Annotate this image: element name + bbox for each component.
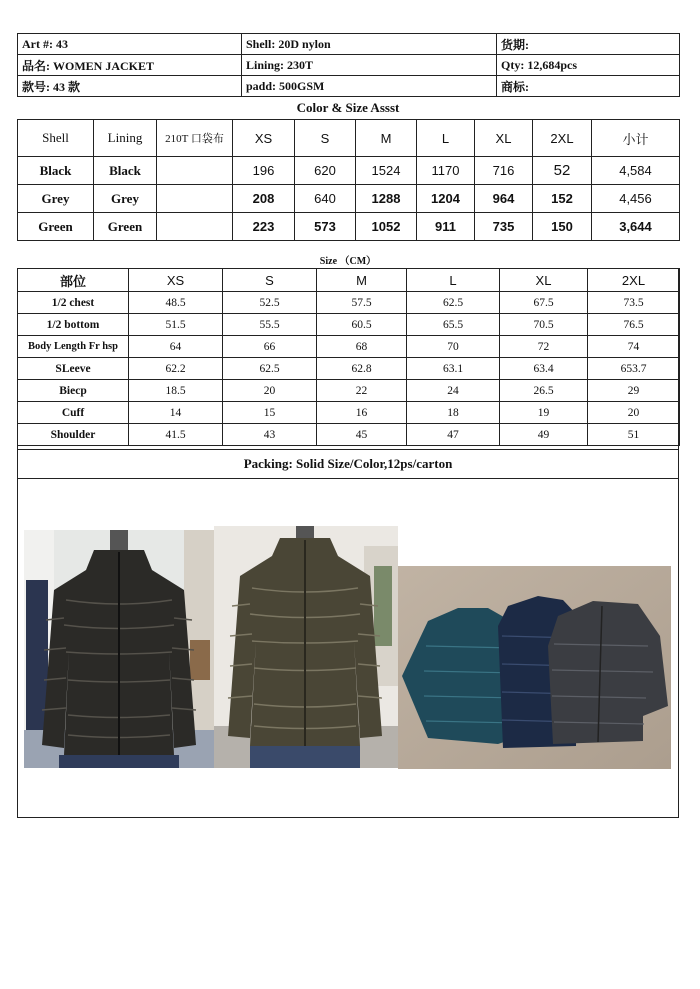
photo-three-jackets [398, 566, 671, 769]
style-number: 款号: 43 款 [18, 76, 242, 97]
column-header: 部位 [18, 269, 129, 292]
table-cell: 18.5 [129, 380, 223, 402]
table-cell: 51.5 [129, 314, 223, 336]
lining-fabric: Lining: 230T [242, 55, 497, 76]
table-cell: Black [18, 157, 94, 185]
three-jackets-illustration [398, 566, 671, 769]
photo-black-jacket [24, 530, 214, 768]
header-row [18, 34, 680, 55]
table-cell: 60.5 [317, 314, 407, 336]
table-cell: Green [18, 213, 94, 241]
measure-name: Biecp [18, 380, 129, 402]
size-spec-table [17, 268, 680, 446]
quantity: Qty: 12,684pcs [497, 55, 680, 76]
table-cell: Grey [94, 185, 157, 213]
table-cell: 51 [588, 424, 680, 446]
table-cell: 70 [407, 336, 500, 358]
column-header: XL [500, 269, 588, 292]
table-cell: 49 [500, 424, 588, 446]
measure-name: Cuff [18, 402, 129, 424]
table-cell: 62.5 [223, 358, 317, 380]
table-cell [157, 213, 233, 241]
table-cell: 70.5 [500, 314, 588, 336]
table-cell: 43 [223, 424, 317, 446]
table-cell: 964 [475, 185, 533, 213]
size-unit-label: Size （CM） [319, 256, 377, 267]
table-cell: 57.5 [317, 292, 407, 314]
table-cell: 22 [317, 380, 407, 402]
table-cell: 653.7 [588, 358, 680, 380]
table-cell: 735 [475, 213, 533, 241]
table-cell: 66 [223, 336, 317, 358]
column-header: XL [475, 120, 533, 157]
color-size-header-row [18, 120, 680, 157]
color-size-title: Color & Size Assst [296, 100, 400, 115]
table-cell: 620 [295, 157, 356, 185]
color-row-black [18, 157, 680, 185]
column-header: S [223, 269, 317, 292]
table-cell [157, 185, 233, 213]
table-cell: 45 [317, 424, 407, 446]
table-cell: 716 [475, 157, 533, 185]
table-cell: 20 [588, 402, 680, 424]
table-cell: 18 [407, 402, 500, 424]
table-cell: 65.5 [407, 314, 500, 336]
table-cell: 19 [500, 402, 588, 424]
color-row-green [18, 213, 680, 241]
table-cell: 196 [233, 157, 295, 185]
table-cell: 4,456 [592, 185, 680, 213]
table-cell: 20 [223, 380, 317, 402]
table-cell: 1288 [356, 185, 417, 213]
measure-name: Body Length Fr hsp [18, 336, 129, 358]
table-cell: 26.5 [500, 380, 588, 402]
delivery-date: 货期: [497, 34, 680, 55]
measure-name: 1/2 bottom [18, 314, 129, 336]
table-cell: 63.4 [500, 358, 588, 380]
table-cell: 48.5 [129, 292, 223, 314]
packing-instructions: Packing: Solid Size/Color,12ps/carton [17, 449, 679, 479]
color-row-grey [18, 185, 680, 213]
size-row [18, 358, 680, 380]
product-name: 品名: WOMEN JACKET [18, 55, 242, 76]
table-cell: 52 [533, 157, 592, 185]
column-header: XS [233, 120, 295, 157]
color-size-table [17, 119, 680, 241]
column-header: 210T 口袋布 [157, 120, 233, 157]
table-cell: 223 [233, 213, 295, 241]
table-cell: 29 [588, 380, 680, 402]
column-header: 2XL [588, 269, 680, 292]
measure-name: SLeeve [18, 358, 129, 380]
black-jacket-illustration [24, 530, 214, 768]
table-cell: 62.2 [129, 358, 223, 380]
column-header: Lining [94, 120, 157, 157]
table-cell: 1524 [356, 157, 417, 185]
table-cell: 41.5 [129, 424, 223, 446]
table-cell: 64 [129, 336, 223, 358]
size-row [18, 402, 680, 424]
column-header: L [417, 120, 475, 157]
table-cell: 72 [500, 336, 588, 358]
brand-label: 商标: [497, 76, 680, 97]
table-cell [157, 157, 233, 185]
column-header: 小计 [592, 120, 680, 157]
table-cell: 640 [295, 185, 356, 213]
table-cell: 76.5 [588, 314, 680, 336]
column-header: 2XL [533, 120, 592, 157]
table-cell: 63.1 [407, 358, 500, 380]
table-cell: 4,584 [592, 157, 680, 185]
column-header: M [356, 120, 417, 157]
photo-olive-jacket [214, 526, 398, 768]
column-header: L [407, 269, 500, 292]
table-cell: 62.5 [407, 292, 500, 314]
table-cell: Green [94, 213, 157, 241]
size-row [18, 380, 680, 402]
table-cell: 573 [295, 213, 356, 241]
table-cell: 14 [129, 402, 223, 424]
table-cell: 152 [533, 185, 592, 213]
table-cell: 74 [588, 336, 680, 358]
table-cell: 73.5 [588, 292, 680, 314]
table-cell: 68 [317, 336, 407, 358]
table-cell: 150 [533, 213, 592, 241]
header-info-table [17, 33, 680, 97]
padding-weight: padd: 500GSM [242, 76, 497, 97]
table-cell: 24 [407, 380, 500, 402]
shell-fabric: Shell: 20D nylon [242, 34, 497, 55]
column-header: S [295, 120, 356, 157]
table-cell: 3,644 [592, 213, 680, 241]
size-row [18, 314, 680, 336]
table-cell: 208 [233, 185, 295, 213]
table-cell: 67.5 [500, 292, 588, 314]
table-cell: 55.5 [223, 314, 317, 336]
header-row [18, 76, 680, 97]
table-cell: 52.5 [223, 292, 317, 314]
measure-name: Shoulder [18, 424, 129, 446]
column-header: Shell [18, 120, 94, 157]
table-cell: 1204 [417, 185, 475, 213]
column-header: M [317, 269, 407, 292]
table-cell: 911 [417, 213, 475, 241]
table-cell: Black [94, 157, 157, 185]
art-number: Art #: 43 [18, 34, 242, 55]
table-cell: 1052 [356, 213, 417, 241]
table-cell: 15 [223, 402, 317, 424]
size-row [18, 336, 680, 358]
table-cell: 47 [407, 424, 500, 446]
header-row [18, 55, 680, 76]
table-cell: 16 [317, 402, 407, 424]
table-cell: 62.8 [317, 358, 407, 380]
table-cell: 1170 [417, 157, 475, 185]
table-cell: Grey [18, 185, 94, 213]
size-row [18, 292, 680, 314]
measure-name: 1/2 chest [18, 292, 129, 314]
size-row [18, 424, 680, 446]
column-header: XS [129, 269, 223, 292]
olive-jacket-illustration [214, 526, 398, 768]
size-header-row [18, 269, 680, 292]
